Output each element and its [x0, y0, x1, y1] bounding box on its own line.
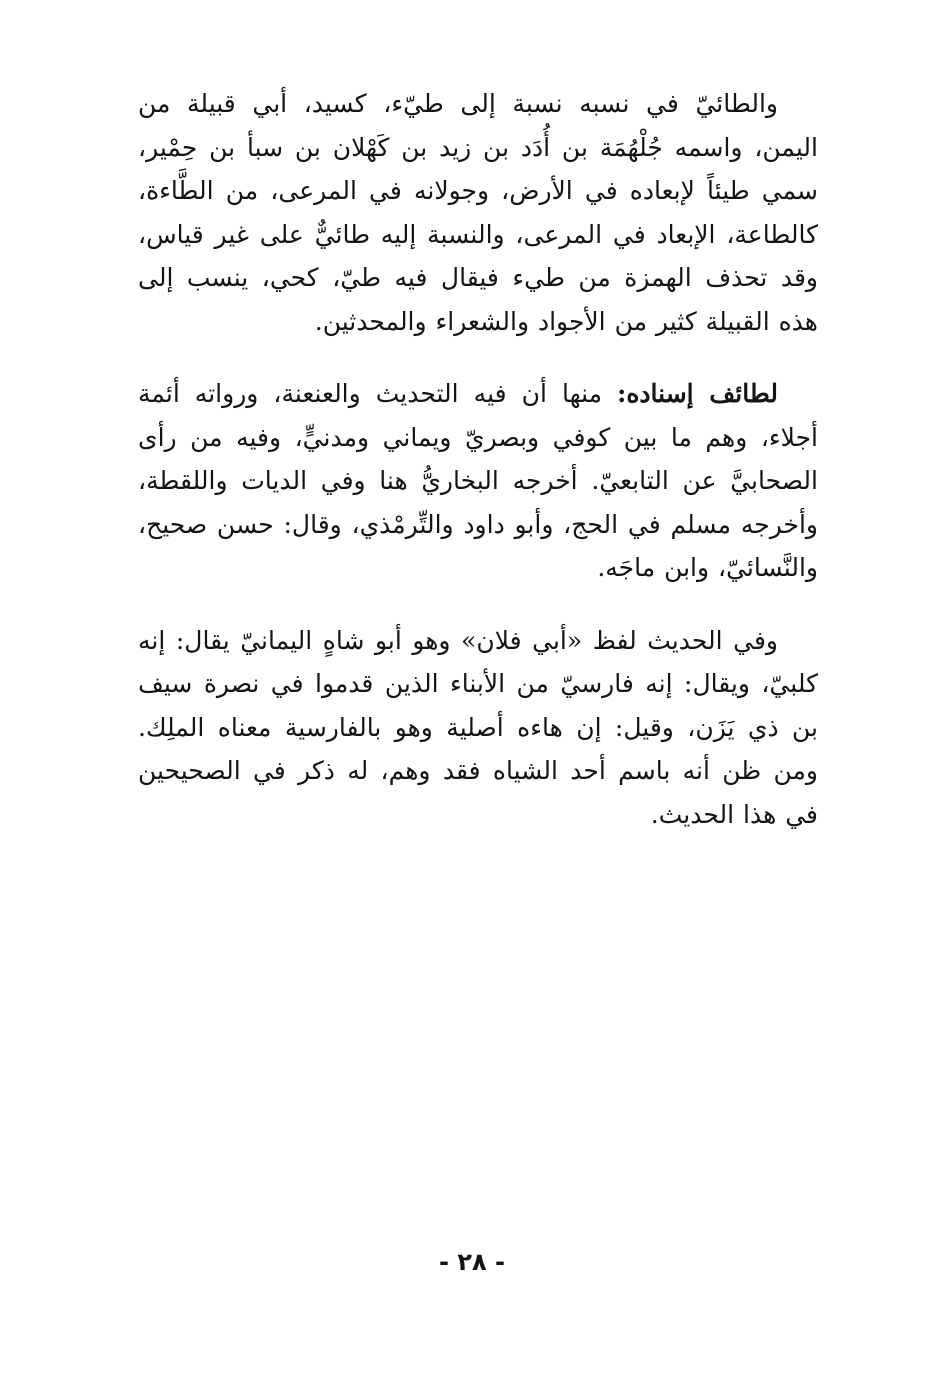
paragraph-text: وفي الحديث لفظ «أبي فلان» وهو أبو شاهٍ اليمانيّ يقال: إنه كلبيّ، ويقال: إنه فارسيّ من الأبناء الذين قدموا في نصرة سيف بن ذي يَزَن، وقيل: إن هاءه أصلية وهو بالفارسية معناه الملِك. ومن ظن أنه باسم أحد الشياه فقد وهم، له ذكر في الصحيحين في هذا الحديث. [138, 625, 818, 829]
paragraph-tai-lineage [138, 82, 818, 343]
paragraph-text: منها أن فيه التحديث والعنعنة، ورواته أئمة أجلاء، وهم ما بين كوفي وبصريّ ويماني ومدنيٍّ، وفيه من رأى الصحابيَّ عن التابعيّ. أخرجه البخاريُّ هنا وفي الديات واللقطة، وأخرجه مسلم في الحج، وأبو داود والتِّرمْذي، وقال: حسن صحيح، والنَّسائيّ، وابن ماجَه. [138, 379, 818, 582]
page-body [138, 82, 818, 836]
paragraph-abu-shah [138, 619, 818, 837]
paragraph-lead-heading: لطائف إسناده: [617, 379, 778, 408]
page-number: - ٢٨ - [439, 1248, 505, 1276]
paragraph-text: والطائيّ في نسبه نسبة إلى طيّء، كسيد، أبي قبيلة من اليمن، واسمه جُلْهُمَة بن أُدَد بن زيد بن كَهْلان بن سبأ بن حِمْير، سمي طيئاً لإبعاده في الأرض، وجولانه في المرعى، من الطَّاءة، كالطاعة، الإبعاد في المرعى، والنسبة إليه طائيٌّ على غير قياس، وقد تحذف الهمزة من طيء فيقال فيه طيّ، كحي، ينسب إلى هذه القبيلة كثير من الأجواد والشعراء والمحدثين. [138, 89, 818, 336]
paragraph-isnad-subtleties [138, 372, 818, 590]
